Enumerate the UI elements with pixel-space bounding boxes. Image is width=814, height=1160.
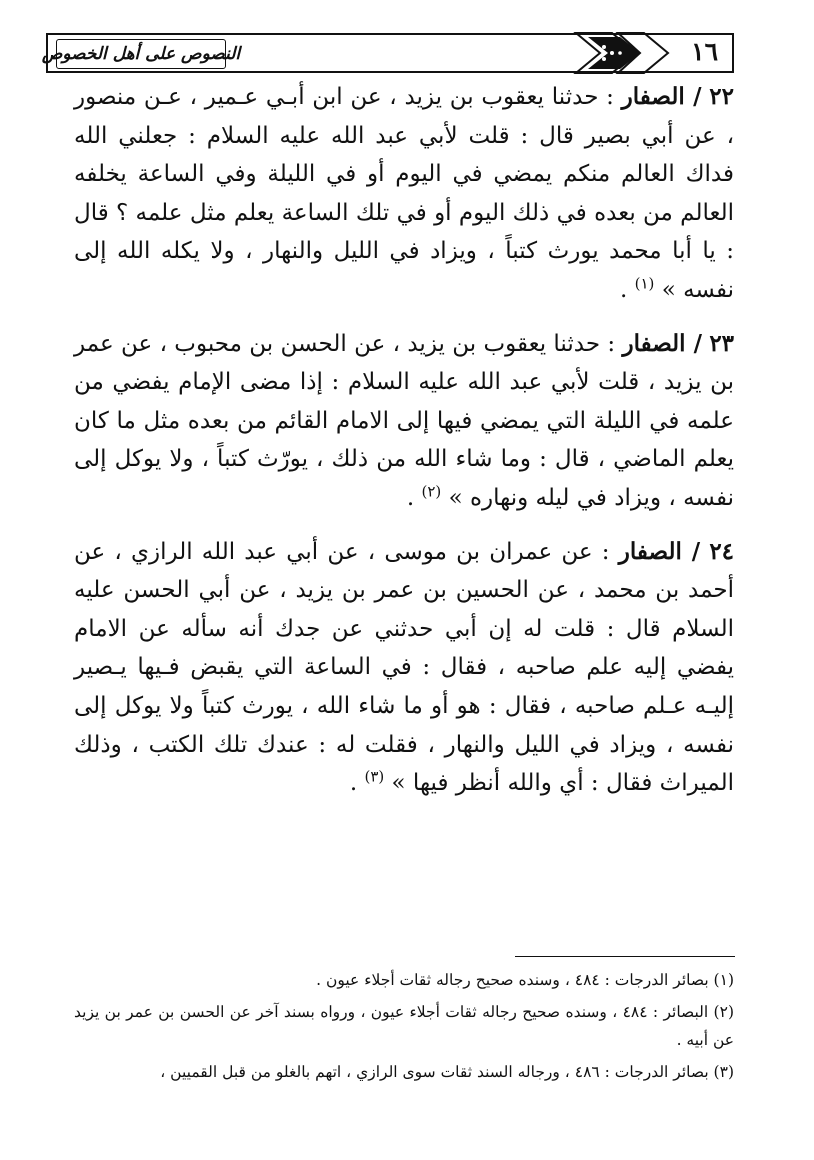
narrator-label: / الصفار [621,83,702,110]
running-title: النصوص على أهل الخصوص [56,39,226,69]
hadith-text: : عن عمران بن موسى ، عن أبي عبد الله الرازي ، عن أحمد بن محمد ، عن الحسين بن عمر بن يزيد ، عن أبي الحسن عليه السلام قال : قلت له إن أبي حدثني عن جدك أنه سأله عن الامام يفضي إليه علم صاحبه ، فقال : في الساعة التي يقبض فـيها يـصير إليـه عـلم صاحبه ، فقال : هو أو ما شاء الله ، يورث كتباً ولا يوكل إلى نفسه ، ويزاد في الليل والنهار ، فقلت له : عندك تلك الكتب ، وذلك الميراث فقال : أي والله أنظر فيها » [74,538,734,797]
page-number: ١٦ [691,37,718,66]
ornament-icon [574,33,674,73]
footnote-item: (٢) البصائر : ٤٨٤ ، وسنده صحيح رجاله ثقات أجلاء عيون ، ورواه بسند آخر عن الحسن بن عمر بن يزيد عن أبيه . [74,1003,734,1049]
narrator-name: الصفار [622,329,686,357]
footnote-reference: (٢) [421,482,442,501]
footnote-item: (١) بصائر الدرجات : ٤٨٤ ، وسنده صحيح رجاله ثقات أجلاء عيون . [316,971,734,989]
footnotes [74,966,734,1090]
main-text [74,78,734,818]
hadith-paragraph [74,325,734,518]
narrator-label: / الصفار [622,329,702,357]
footnote-divider [515,956,735,957]
narrator-name: الصفار [618,537,682,565]
paragraph-end: . [406,484,415,511]
hadith-number: ٢٤ [709,537,735,565]
hadith-text: : حدثنا يعقوب بن يزيد ، عن ابن أبـي عـمير ، عـن منصور ، عن أبي بصير قال : قلت لأبي عبد الله عليه السلام : جعلني الله فداك العالم منكم يمضي في اليوم أو في الليلة وفي الساعة يخلفه العالم من بعده في ذلك اليوم أو في تلك الساعة يعلم مثل علمه ؟ قال : يا أبا محمد يورث كتباً ، ويزاد في الليل والنهار ، ولا يكله الله إلى نفسه » [74,84,734,303]
hadith-number: ٢٢ [709,83,734,110]
hadith-text: : حدثنا يعقوب بن يزيد ، عن الحسن بن محبوب ، عن عمر بن يزيد ، قلت لأبي عبد الله عليه السلام : إذا مضى الإمام يفضي من علمه في الليلة التي يمضي فيها إلى الامام القائم من بعده مثل ما كان يعلم الماضي ، قال : وما شاء الله من ذلك ، يورّث كتباً ، ولا يوكل إلى نفسه ، ويزاد في ليله ونهاره » [74,330,734,511]
narrator-name: الصفار [621,83,685,110]
paragraph-end: . [620,276,628,303]
hadith-number: ٢٣ [709,329,735,357]
hadith-paragraph [74,78,734,310]
footnote-reference: (٣) [364,767,385,786]
page-header [41,33,734,73]
narrator-label: / الصفار [618,537,701,565]
paragraph-end: . [349,770,358,797]
footnote-reference: (١) [634,274,655,293]
hadith-paragraph [74,533,734,803]
footnote-item: (٣) بصائر الدرجات : ٤٨٦ ، ورجاله السند ثقات سوى الرازي ، اتهم بالغلو من قبل القميين ، [160,1063,734,1081]
